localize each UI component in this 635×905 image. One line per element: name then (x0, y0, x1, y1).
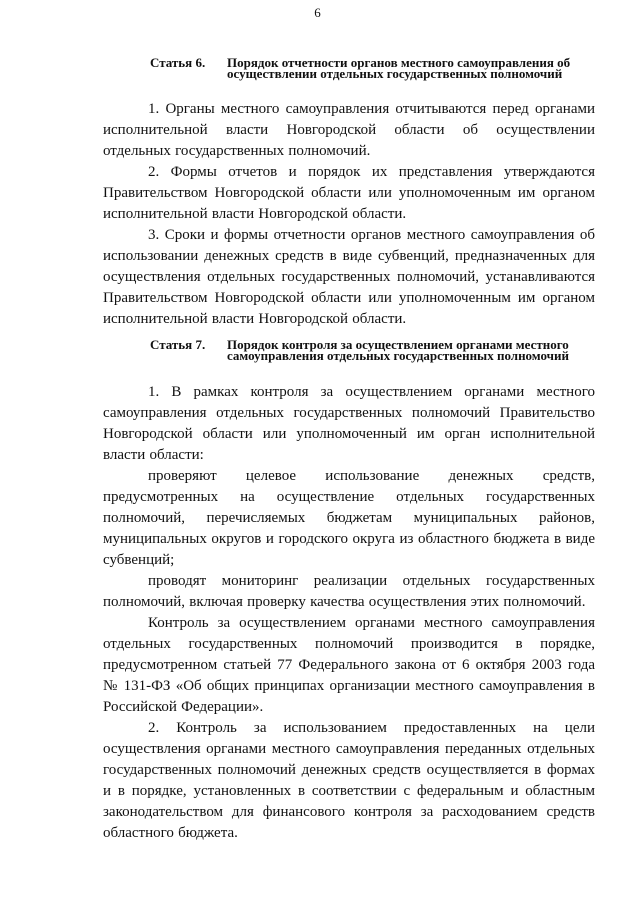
article-7-number: Статья 7. (150, 337, 206, 352)
page-number: 6 (314, 5, 321, 20)
article-6-paragraph-3: 3. Сроки и формы отчетности органов местного самоуправления об использовании денежных средств в виде субвенций, предназначенных для осуществления отдельных государственных полномочий, устанавливаются Правительством Новгородской области или уполномоченным им органом исполнительной власти Новгородской области. (103, 227, 595, 327)
article-7-paragraph-1: 1. В рамках контроля за осуществлением органами местного самоуправления отдельных государственных полномочий Правительство Новгородской области или уполномоченный им орган исполнительной власти области: (103, 384, 595, 463)
article-7-heading (150, 339, 595, 361)
article-7-paragraph-2: проверяют целевое использование денежных средств, предусмотренных на осуществление отдельных государственных полномочий, перечисляемых бюджетам муниципальных районов, муниципальных округов и городского округа из областного бюджета в виде субвенций; (103, 468, 595, 568)
article-6-paragraph-2: 2. Формы отчетов и порядок их представления утверждаются Правительством Новгородской области или уполномоченным им органом исполнительной власти Новгородской области. (103, 164, 595, 222)
article-6-body (103, 99, 595, 330)
article-6-title: Порядок отчетности органов местного самоуправления об осуществлении отдельных государственных полномочий (227, 55, 571, 81)
article-7-body (103, 382, 595, 844)
article-6-number: Статья 6. (150, 55, 206, 70)
article-7-title: Порядок контроля за осуществлением органами местного самоуправления отдельных государственных полномочий (227, 337, 569, 363)
article-7-paragraph-5: 2. Контроль за использованием предоставленных на цели осуществления органами местного самоуправления переданных отдельных государственных полномочий денежных средств осуществляется в формах и в порядке, установленных в соответствии с федеральным и областным законодательством для финансового контроля за расходованием средств областного бюджета. (103, 720, 595, 841)
article-6-heading (150, 57, 595, 79)
article-7-paragraph-4: Контроль за осуществлением органами местного самоуправления отдельных государственных полномочий производится в порядке, предусмотренном статьей 77 Федерального закона от 6 октября 2003 года № 131-ФЗ «Об общих принципах организации местного самоуправления в Российской Федерации». (103, 615, 595, 715)
article-7-paragraph-3: проводят мониторинг реализации отдельных государственных полномочий, включая проверку качества осуществления этих полномочий. (103, 573, 595, 610)
article-6-paragraph-1: 1. Органы местного самоуправления отчитываются перед органами исполнительной власти Новгородской области об осуществлении отдельных государственных полномочий. (103, 101, 595, 159)
